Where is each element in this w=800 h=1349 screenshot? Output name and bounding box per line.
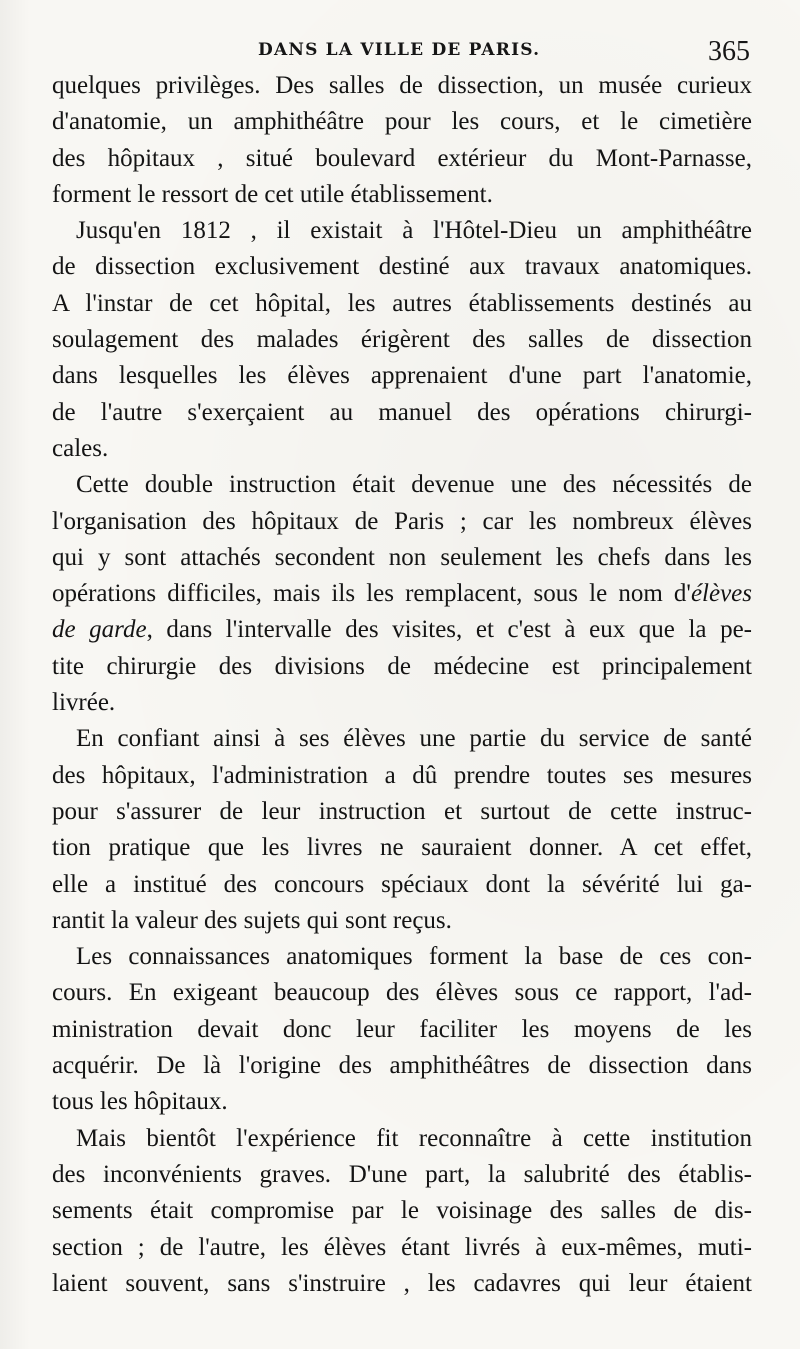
text-line: des inconvénients graves. D'une part, la salubrité des établis-: [52, 1160, 752, 1188]
text-line: pour s'assurer de leur instruction et surtout de cette instruc-: [52, 797, 752, 825]
text-line: de l'autre s'exerçaient au manuel des opérations chirurgi-: [52, 398, 752, 426]
paragraph: [52, 467, 752, 721]
text-line: tite chirurgie des divisions de médecine est principalement: [52, 652, 752, 680]
body-text: [52, 68, 752, 1302]
text-line-mixed: [52, 612, 752, 648]
text-line: En confiant ainsi à ses élèves une partie du service de santé: [76, 725, 752, 753]
text-line: A l'instar de cet hôpital, les autres établissements destinés au: [52, 289, 752, 317]
text-line: livrée.: [52, 689, 116, 717]
text-line: d'anatomie, un amphithéâtre pour les cours, et le cimetière: [52, 108, 752, 136]
italic-term: élèves: [690, 580, 752, 608]
text-line: dans lesquelles les élèves apprenaient d'une part l'anatomie,: [52, 362, 752, 390]
text-line: forment le ressort de cet utile établissement.: [52, 180, 493, 208]
text-line: Les connaissances anatomiques forment la base de ces con-: [76, 943, 752, 971]
paragraph: [52, 939, 752, 1120]
text-line: quelques privilèges. Des salles de dissection, un musée curieux: [52, 72, 752, 99]
text-line: sements était compromise par le voisinage des salles de dis-: [52, 1197, 752, 1225]
text-line: acquérir. De là l'origine des amphithéâtres de dissection dans: [52, 1052, 752, 1080]
paragraph: [52, 213, 752, 467]
paragraph: [52, 721, 752, 939]
text-line-mixed: [52, 576, 752, 612]
text-line: des hôpitaux, l'administration a dû prendre toutes ses mesures: [52, 761, 752, 789]
paragraph: [52, 68, 752, 213]
text-line: tous les hôpitaux.: [52, 1088, 228, 1116]
text-line: Cette double instruction était devenue une des nécessités de: [76, 471, 752, 499]
text-line: rantit la valeur des sujets qui sont reçus.: [52, 906, 452, 934]
text-line: des hôpitaux , situé boulevard extérieur du Mont-Parnasse,: [52, 144, 752, 172]
text-line: cours. En exigeant beaucoup des élèves sous ce rapport, l'ad-: [52, 979, 752, 1007]
page-number: 365: [708, 36, 750, 67]
text-line: Jusqu'en 1812 , il existait à l'Hôtel-Dieu un amphithéâtre: [76, 217, 752, 245]
text-line: laient souvent, sans s'instruire , les cadavres qui leur étaient: [52, 1269, 752, 1297]
text-line: soulagement des malades érigèrent des salles de dissection: [52, 326, 752, 354]
text-line: elle a institué des concours spéciaux dont la sévérité lui ga-: [52, 870, 752, 898]
running-head: DANS LA VILLE DE PARIS.: [258, 40, 541, 60]
paragraph: [52, 1121, 752, 1302]
text-line: l'organisation des hôpitaux de Paris ; car les nombreux élèves: [52, 507, 752, 535]
text-fragment: opérations difficiles, mais ils les remplacent, sous le nom d': [52, 580, 691, 608]
text-line: tion pratique que les livres ne sauraient donner. A cet effet,: [52, 834, 752, 862]
text-fragment: , dans l'intervalle des visites, et c'est à eux que la pe-: [146, 616, 752, 644]
text-line: ministration devait donc leur faciliter les moyens de les: [52, 1015, 752, 1043]
italic-term: de garde: [52, 616, 147, 644]
text-line: de dissection exclusivement destiné aux travaux anatomiques.: [52, 253, 752, 281]
text-line: Mais bientôt l'expérience fit reconnaître à cette institution: [76, 1124, 752, 1152]
text-line: qui y sont attachés secondent non seulement les chefs dans les: [52, 543, 752, 571]
text-line: section ; de l'autre, les élèves étant livrés à eux-mêmes, muti-: [52, 1233, 752, 1261]
text-line: cales.: [52, 434, 109, 462]
